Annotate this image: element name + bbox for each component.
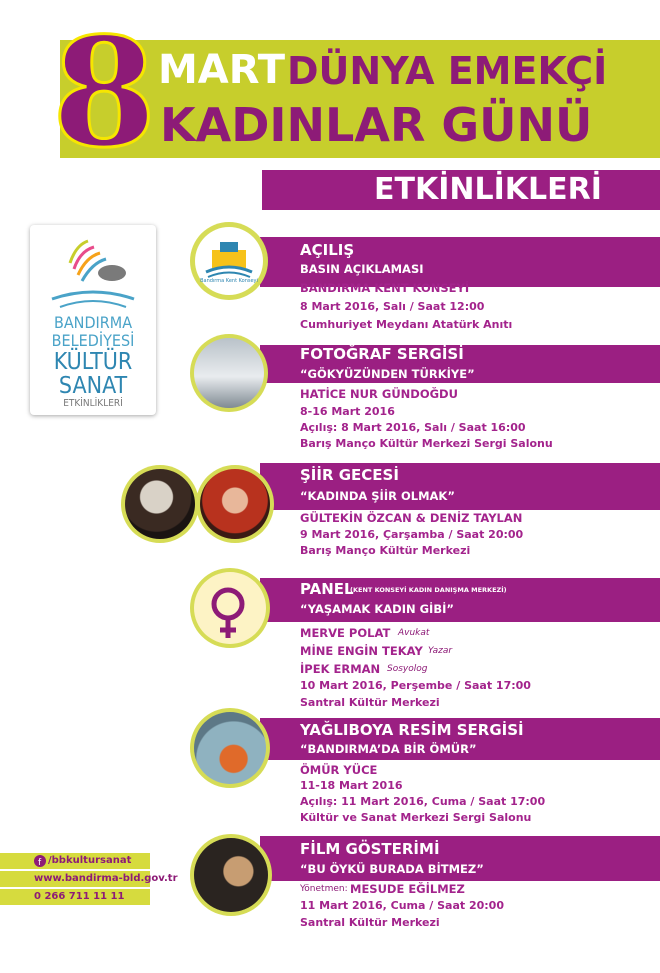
- footer-social: [0, 853, 150, 869]
- event-venue: Barış Manço Kültür Merkezi Sergi Salonu: [300, 437, 553, 450]
- event-venue: Barış Manço Kültür Merkezi: [300, 544, 471, 557]
- event-opening: Açılış: 8 Mart 2016, Salı / Saat 16:00: [300, 421, 526, 434]
- event-artist: HATİCE NUR GÜNDOĞDU: [300, 387, 458, 401]
- event-heading: PANEL: [300, 580, 354, 598]
- event-line-1: “BANDIRMA’DA BİR ÖMÜR”: [300, 742, 477, 756]
- big-eight: 8: [52, 5, 157, 181]
- event-image-film: [190, 834, 272, 916]
- event-line-1: “BU ÖYKÜ BURADA BİTMEZ”: [300, 862, 484, 876]
- event-venue: Santral Kültür Merkezi: [300, 696, 440, 709]
- event-line-1: “GÖKYÜZÜNDEN TÜRKİYE”: [300, 367, 475, 381]
- logo-etkinlikleri: ETKİNLİKLERİ: [63, 398, 123, 409]
- event-date: 10 Mart 2016, Perşembe / Saat 17:00: [300, 679, 531, 692]
- event-image-gultekin-ozcan: [121, 465, 199, 543]
- logo-bandirma: BANDIRMA: [53, 313, 133, 332]
- event-venue: Santral Kültür Merkezi: [300, 916, 440, 929]
- event-artist: ÖMÜR YÜCE: [300, 763, 378, 777]
- panelist-2: MİNE ENGİN TEKAY: [300, 644, 423, 658]
- event-line-1: “YAŞAMAK KADIN GİBİ”: [300, 602, 454, 616]
- logo-kultur: KÜLTÜR: [53, 349, 133, 375]
- kent-konseyi-icon: [190, 222, 268, 300]
- event-image-venus: [190, 568, 270, 648]
- phone-number: 0 266 711 11 11: [34, 891, 125, 902]
- event-venue: Kültür ve Sanat Merkezi Sergi Salonu: [300, 811, 532, 824]
- social-handle[interactable]: /bbkultursanat: [48, 855, 132, 866]
- event-dates: 11-18 Mart 2016: [300, 779, 403, 792]
- svg-text:f: f: [38, 858, 42, 867]
- footer-phone: [0, 889, 150, 905]
- panelist-3: İPEK ERMAN: [300, 662, 381, 676]
- event-dates: 8-16 Mart 2016: [300, 405, 395, 418]
- website-link[interactable]: www.bandirma-bld.gov.tr: [34, 873, 178, 884]
- event-heading: ŞİİR GECESİ: [300, 466, 399, 484]
- panelist-2-role: Yazar: [428, 646, 453, 656]
- event-venue: Cumhuriyet Meydanı Atatürk Anıtı: [300, 318, 513, 331]
- title-kadinlar-gunu: KADINLAR GÜNÜ: [160, 98, 593, 152]
- logo-figure-icon: [30, 233, 156, 313]
- venus-symbol-icon: [190, 568, 270, 648]
- director-label: Yönetmen:: [300, 884, 348, 894]
- event-date: 11 Mart 2016, Cuma / Saat 20:00: [300, 899, 504, 912]
- event-heading: YAĞLIBOYA RESİM SERGİSİ: [300, 721, 524, 739]
- event-subheading: (KENT KONSEYİ KADIN DANIŞMA MERKEZİ): [350, 586, 507, 594]
- event-date: 9 Mart 2016, Çarşamba / Saat 20:00: [300, 528, 524, 541]
- event-line-1: BASIN AÇIKLAMASI: [300, 262, 424, 276]
- panelist-3-role: Sosyolog: [387, 664, 428, 674]
- title-dunya-emekci: DÜNYA EMEKÇİ: [287, 49, 608, 93]
- kent-konseyi-label: Bandırma Kent Konseyi: [200, 278, 258, 284]
- event-heading: AÇILIŞ: [300, 241, 355, 259]
- event-image-painting: [190, 708, 270, 788]
- panelist-1: MERVE POLAT: [300, 626, 391, 640]
- event-heading: FİLM GÖSTERİMİ: [300, 840, 440, 858]
- director-name: MESUDE EĞİLMEZ: [350, 882, 465, 896]
- kultur-sanat-logo: [30, 225, 156, 415]
- event-date: 8 Mart 2016, Salı / Saat 12:00: [300, 300, 485, 313]
- event-image-deniz-taylan: [196, 465, 274, 543]
- logo-belediyesi: BELEDİYESİ: [51, 331, 135, 350]
- event-image-kent-konseyi: [190, 222, 268, 300]
- logo-sanat: SANAT: [58, 373, 128, 399]
- title-etkinlikleri: ETKİNLİKLERİ: [374, 172, 602, 207]
- event-opening: Açılış: 11 Mart 2016, Cuma / Saat 17:00: [300, 795, 546, 808]
- event-heading: FOTOĞRAF SERGİSİ: [300, 345, 464, 363]
- event-image-clouds: [190, 334, 268, 412]
- panelist-1-role: Avukat: [398, 628, 430, 638]
- event-poets: GÜLTEKİN ÖZCAN & DENİZ TAYLAN: [300, 511, 523, 525]
- title-mart: MART: [158, 47, 286, 93]
- footer-web: [0, 871, 178, 887]
- event-line-1: “KADINDA ŞİİR OLMAK”: [300, 489, 455, 503]
- event-line-2: BANDIRMA KENT KONSEYİ: [300, 281, 470, 295]
- facebook-icon: [34, 855, 46, 867]
